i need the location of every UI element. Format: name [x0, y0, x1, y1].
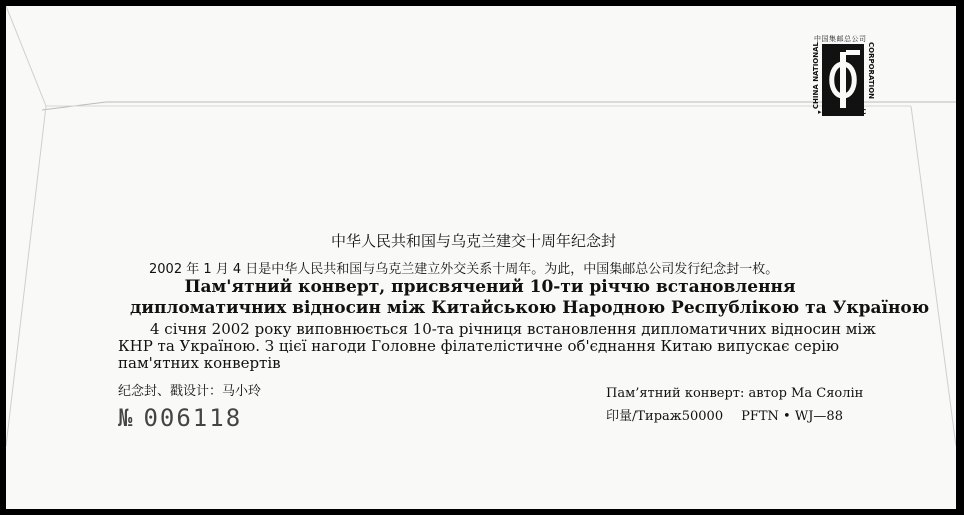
- numero-sign: №: [118, 404, 134, 432]
- phi-emblem-icon: [822, 44, 864, 116]
- chinese-description: 2002 年 1 月 4 日是中华人民共和国与乌克兰建立外交关系十周年。为此，中国集邮总公司发行纪念封一枚。: [149, 262, 779, 277]
- envelope-back: [6, 6, 956, 509]
- ukrainian-title-line1: Пам'ятний конверт, присвячений 10-ти річчю встановлення: [184, 277, 796, 297]
- print-run: [606, 405, 843, 424]
- logo-chinese-text: 中国集邮总公司: [814, 35, 867, 43]
- logo-philatelic-text: PHILATELIC: [821, 108, 867, 116]
- logo-bottom-text: ▸PHILATELIC: [818, 108, 867, 116]
- catalog-code: PFTN • WJ—88: [741, 409, 843, 424]
- designer-credit: 纪念封、戳设计：马小玲: [118, 384, 262, 399]
- print-run-text: 印量/Тираж50000: [606, 409, 724, 424]
- serial-number-value: 006118: [143, 404, 243, 432]
- logo-left-text: CHINA NATIONAL: [812, 42, 820, 110]
- ukrainian-body: [118, 321, 878, 372]
- ukrainian-body-text: 4 січня 2002 року виповнюється 10-та річниця встановлення дипломатичних відносин між КНР та Україною. З цієї нагоди Головне філателістичне об'єднання Китаю випускає серію пам'ятних конвертів: [118, 320, 876, 372]
- logo-emblem: [822, 44, 864, 116]
- ukrainian-title-line2: дипломатичних відносин між Китайською Народною Республікою та Україною: [130, 298, 930, 318]
- author-credit: Пам’ятний конверт: автор Ма Сяолін: [606, 386, 864, 401]
- chinese-title: 中华人民共和国与乌克兰建交十周年纪念封: [331, 232, 617, 250]
- serial-number: [118, 404, 242, 432]
- logo-right-text: CORPORATION: [867, 42, 875, 100]
- philatelic-corporation-logo: [812, 34, 876, 120]
